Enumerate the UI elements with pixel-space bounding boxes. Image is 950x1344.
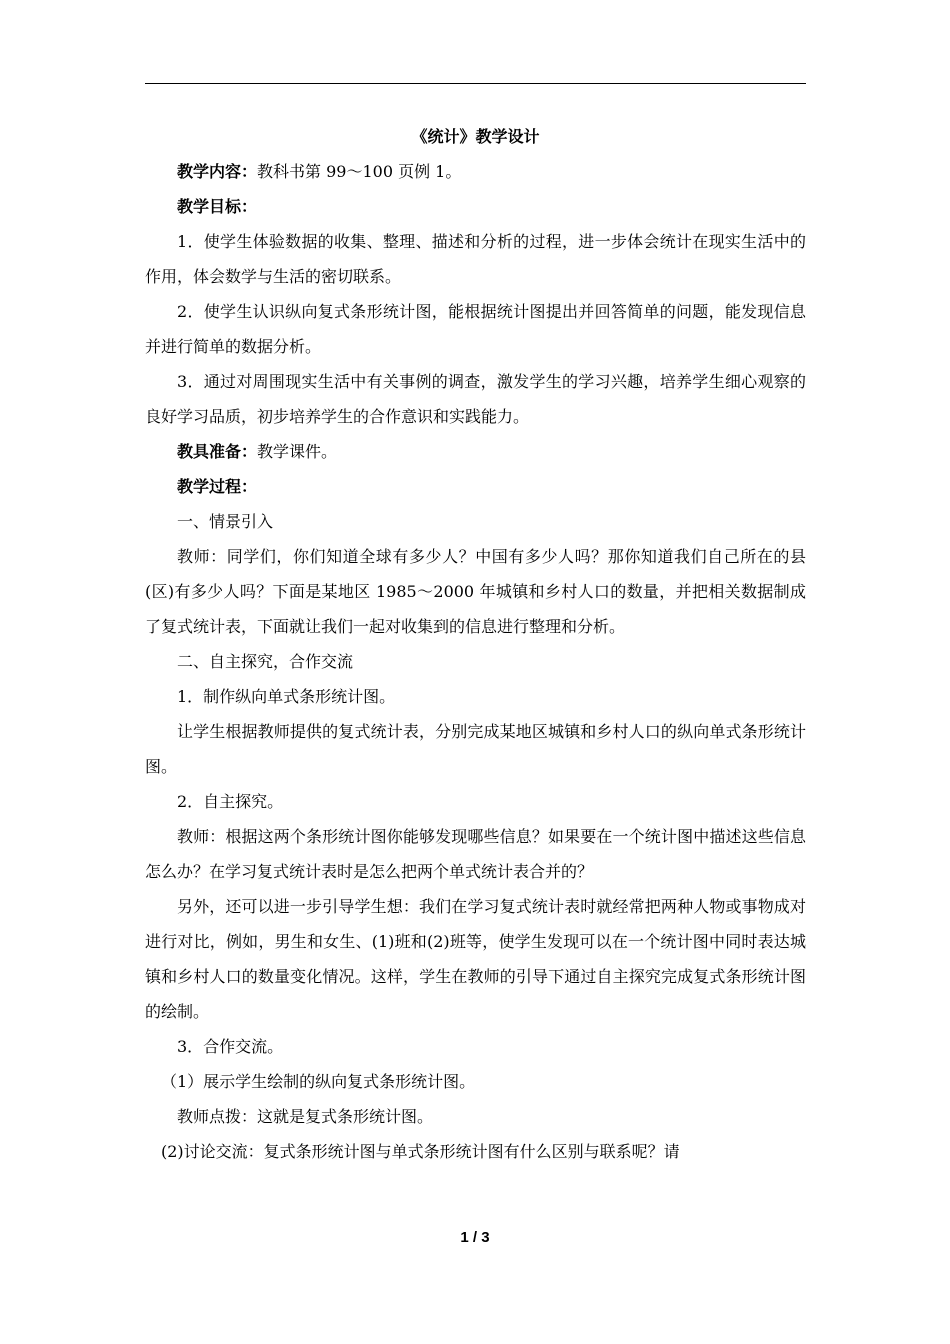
header-rule [145, 83, 806, 84]
section-2-heading: 二、自主探究，合作交流 [177, 652, 354, 671]
step-1-text: 让学生根据教师提供的复式统计表，分别完成某地区城镇和乡村人口的纵向单式条形统计图。 [145, 722, 806, 776]
step-3-item-1: （1）展示学生绘制的纵向复式条形统计图。 [161, 1072, 476, 1091]
teaching-prep-text: 教学课件。 [257, 442, 338, 461]
teaching-content-label: 教学内容： [177, 162, 258, 181]
teaching-prep-label: 教具准备： [177, 442, 258, 461]
goal-item-3: 3．通过对周围现实生活中有关事例的调查，激发学生的学习兴趣，培养学生细心观察的良好学习品质，初步培养学生的合作意识和实践能力。 [145, 372, 806, 426]
teaching-content [145, 154, 806, 189]
goal-item-1: 1．使学生体验数据的收集、整理、描述和分析的过程，进一步体会统计在现实生活中的作用，体会数学与生活的密切联系。 [145, 232, 806, 286]
teaching-prep [145, 434, 806, 469]
section-1-text: 教师：同学们，你们知道全球有多少人？中国有多少人吗？那你知道我们自己所在的县(区)有多少人吗？下面是某地区 1985～2000 年城镇和乡村人口的数量，并把相关数据制成了复式统计表，下面就让我们一起对收集到的信息进行整理和分析。 [145, 547, 806, 636]
goal-item-2: 2．使学生认识纵向复式条形统计图，能根据统计图提出并回答简单的问题，能发现信息并进行简单的数据分析。 [145, 302, 806, 356]
step-2-text-2: 另外，还可以进一步引导学生想：我们在学习复式统计表时就经常把两种人物或事物成对进行对比，例如，男生和女生、(1)班和(2)班等，使学生发现可以在一个统计图中同时表达城镇和乡村人口的数量变化情况。这样，学生在教师的引导下通过自主探究完成复式条形统计图的绘制。 [145, 897, 806, 1021]
teaching-process-heading: 教学过程： [177, 477, 258, 496]
step-3-heading: 3．合作交流。 [177, 1037, 284, 1056]
document-body [145, 120, 806, 1169]
step-3-item-2: (2)讨论交流：复式条形统计图与单式条形统计图有什么区别与联系呢？请 [161, 1142, 680, 1161]
page-number: 1 / 3 [460, 1229, 490, 1246]
teaching-goals-heading: 教学目标： [177, 197, 258, 216]
step-1-heading: 1．制作纵向单式条形统计图。 [177, 687, 396, 706]
teaching-content-text: 教科书第 99～100 页例 1。 [257, 162, 462, 181]
step-2-text-1: 教师：根据这两个条形统计图你能够发现哪些信息？如果要在一个统计图中描述这些信息怎么办？在学习复式统计表时是怎么把两个单式统计表合并的？ [145, 827, 806, 881]
step-2-heading: 2．自主探究。 [177, 792, 284, 811]
step-3-item-1-note: 教师点拨：这就是复式条形统计图。 [177, 1107, 434, 1126]
section-1-heading: 一、情景引入 [177, 512, 274, 531]
document-title: 《统计》教学设计 [411, 127, 540, 146]
